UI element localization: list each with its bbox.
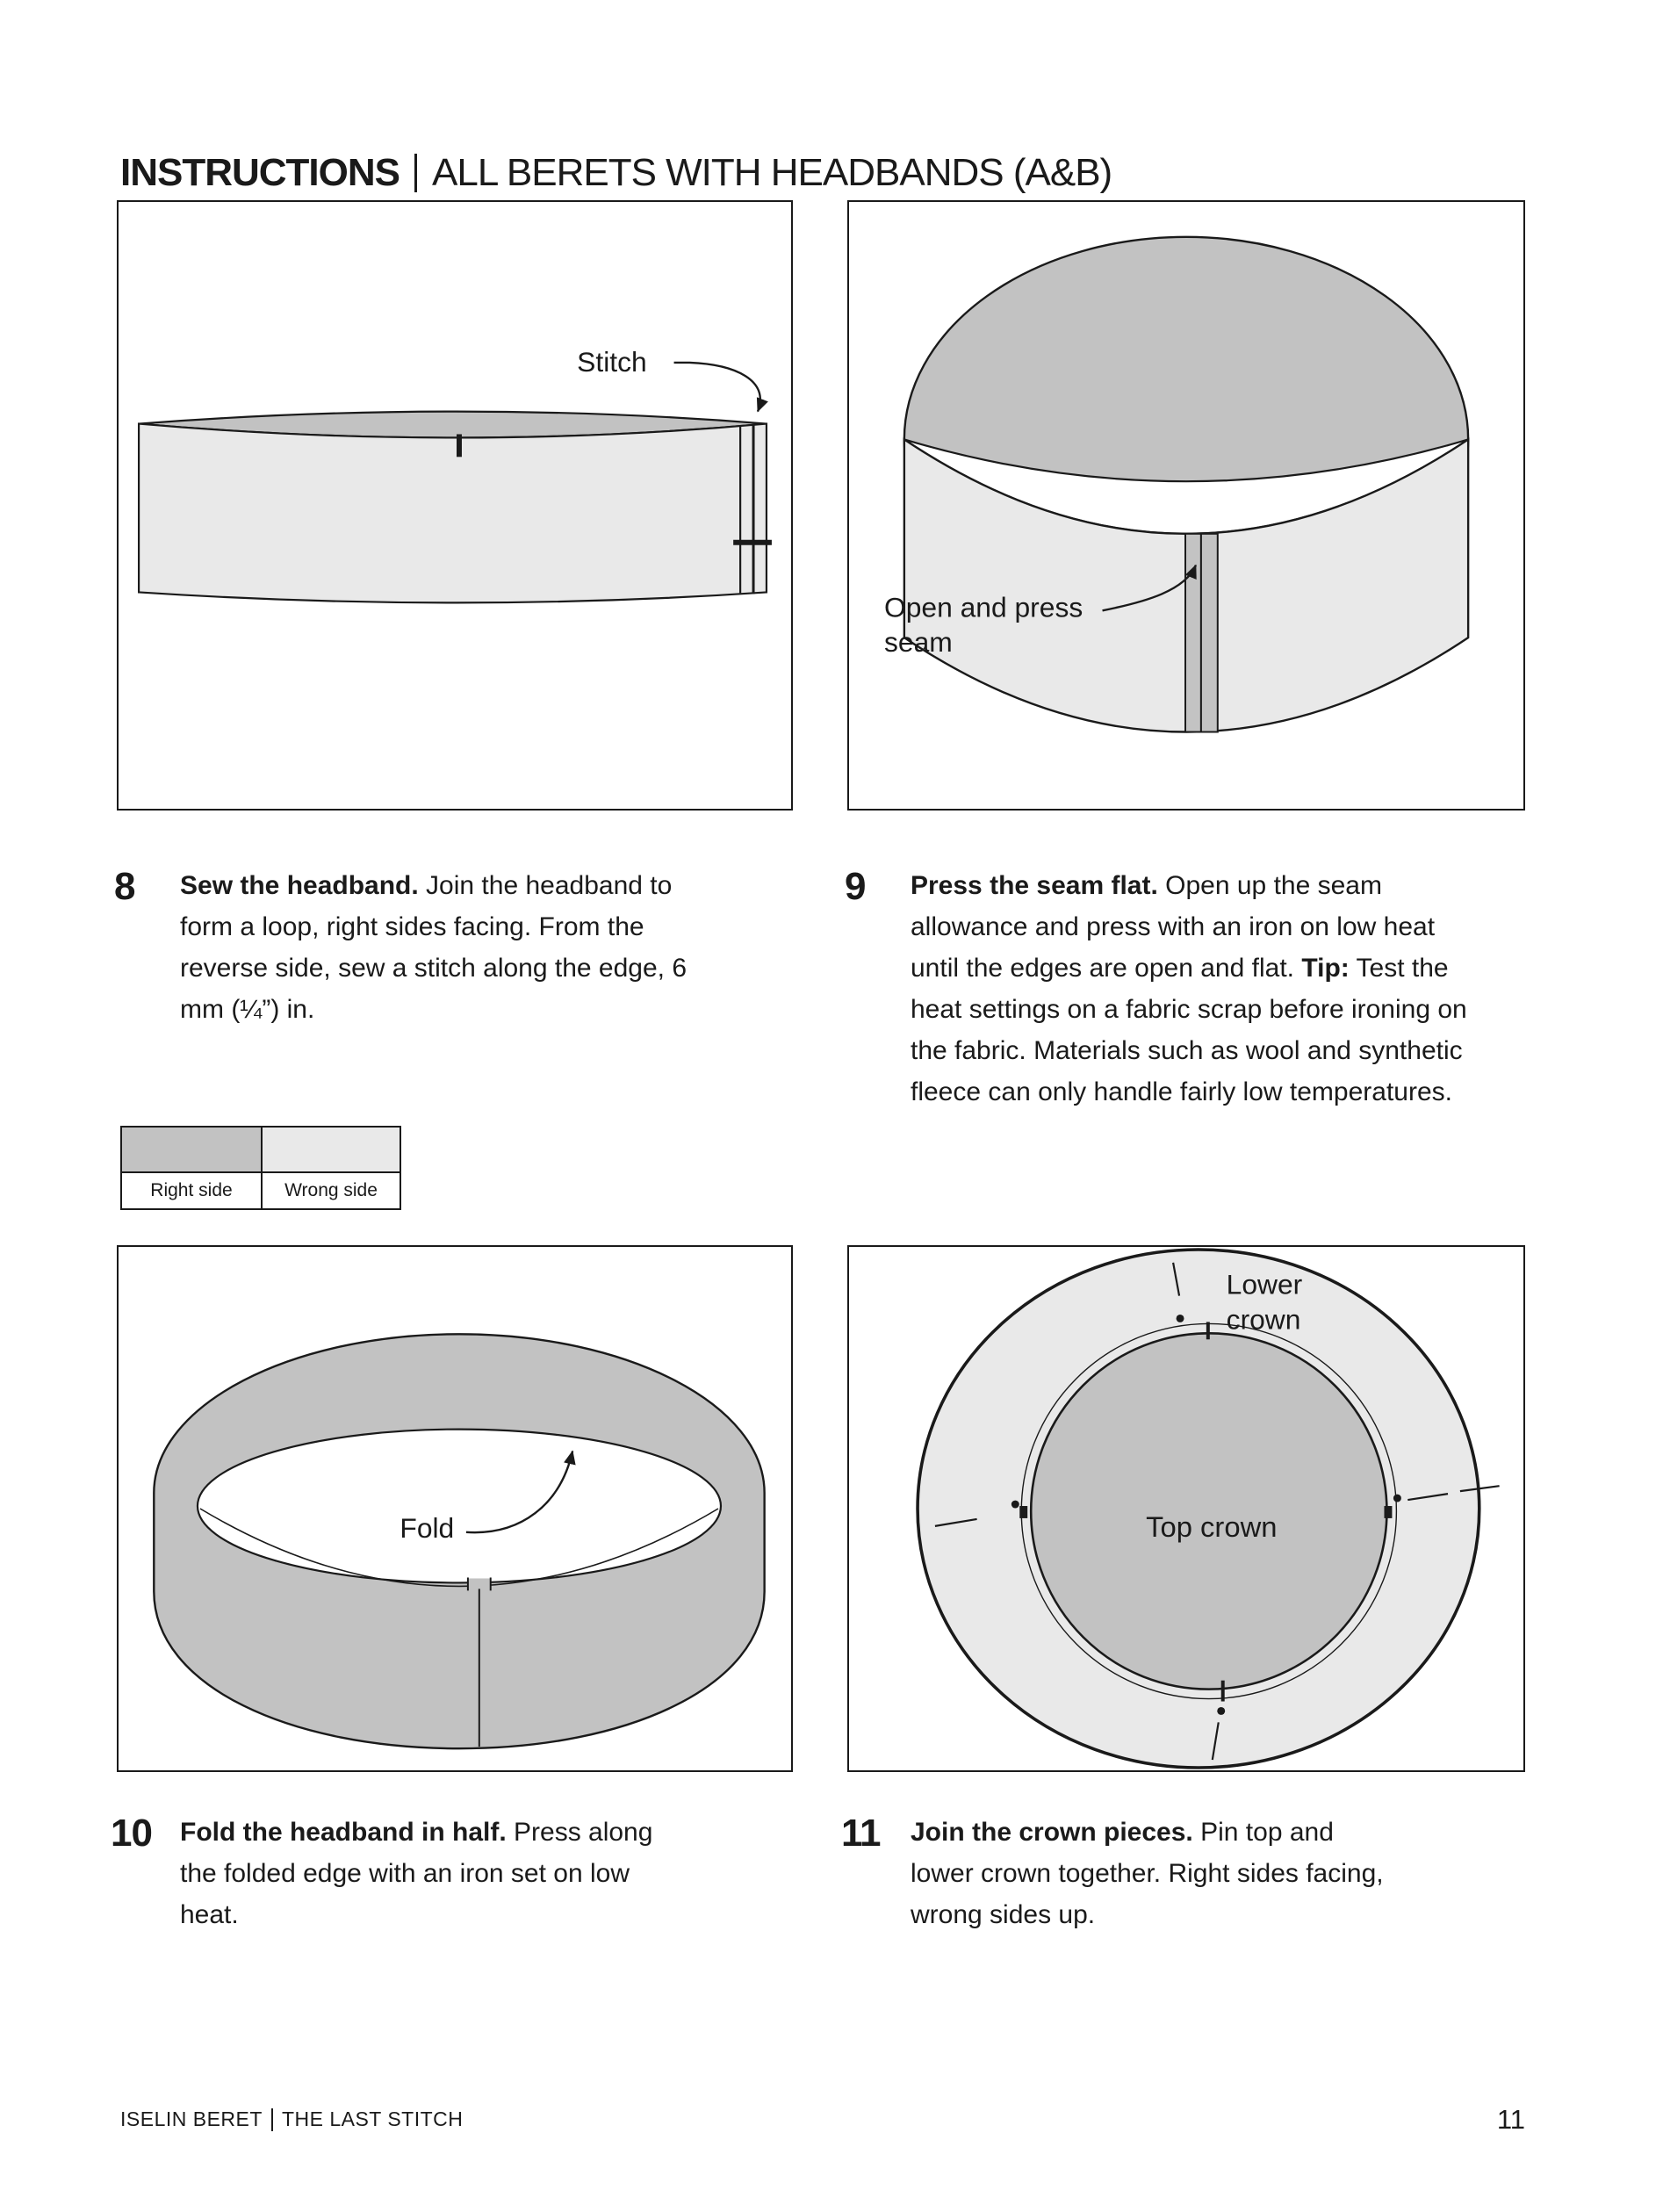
right-side-label: Right side (122, 1171, 261, 1208)
step-10-body: Press along the folded edge with an iron set on low heat. (180, 1818, 653, 1929)
press-seam-label-line1: Open and press (883, 591, 1083, 623)
step-number-10: 10 (111, 1812, 152, 1855)
join-crowns-diagram (849, 1247, 1523, 1770)
header-title: INSTRUCTIONS (120, 151, 400, 194)
figure-press-seam (847, 200, 1525, 811)
step-8-lead: Sew the headband. (180, 871, 419, 900)
figure-join-crowns (847, 1245, 1525, 1772)
step-9-tip-lead: Tip: (1301, 954, 1350, 983)
step-10-lead: Fold the headband in half. (180, 1818, 507, 1847)
lower-crown-label-line2: crown (1226, 1303, 1301, 1336)
fold-label: Fold (400, 1511, 455, 1544)
band-front-face (139, 424, 767, 603)
footer-publication: THE LAST STITCH (281, 2108, 464, 2130)
page-footer (120, 2108, 463, 2131)
folded-band-opening (198, 1430, 721, 1583)
sew-headband-diagram (119, 202, 791, 809)
step-text-9 (911, 865, 1486, 1113)
step-11-lead: Join the crown pieces. (911, 1818, 1193, 1847)
step-number-8: 8 (114, 865, 135, 908)
wrong-side-label: Wrong side (261, 1171, 400, 1208)
step-9-tip-body: Test the heat settings on a fabric scrap before ironing on the fabric. Materials such as wool and synthetic fleece can only handle fairly low temperatures. (911, 954, 1467, 1106)
page-number: 11 (1496, 2104, 1525, 2135)
step-11-body: Pin top and lower crown together. Right sides facing, wrong sides up. (911, 1818, 1384, 1929)
seam-allowance-right (1201, 534, 1218, 732)
figure-sew-headband (117, 200, 793, 811)
header-subtitle: ALL BERETS WITH HEADBANDS (A&B) (432, 151, 1112, 194)
stitch-label: Stitch (577, 345, 647, 378)
footer-separator-bar (271, 2108, 273, 2131)
top-crown-label: Top crown (1146, 1509, 1278, 1543)
wrong-side-swatch (261, 1128, 400, 1171)
step-text-8 (180, 865, 707, 1030)
fabric-side-legend (120, 1126, 401, 1210)
page-header (120, 151, 1112, 195)
step-9-lead: Press the seam flat. (911, 871, 1158, 900)
step-text-10 (180, 1812, 659, 1935)
step-number-11: 11 (841, 1812, 881, 1855)
seam-allowance-left (1185, 534, 1201, 732)
header-separator-bar (414, 154, 417, 192)
figure-fold-headband (117, 1245, 793, 1772)
fold-headband-diagram (119, 1247, 791, 1770)
footer-brand: ISELIN BERET (120, 2108, 263, 2130)
press-seam-diagram (849, 202, 1523, 809)
stitch-arrow (674, 363, 760, 412)
step-number-9: 9 (845, 865, 866, 908)
step-8-body: Join the headband to form a loop, right sides facing. From the reverse side, sew a stitch along the edge, 6 mm (¼”) in. (180, 871, 688, 1024)
lower-crown-label-line1: Lower (1226, 1268, 1303, 1301)
right-side-swatch (122, 1128, 261, 1171)
seam-notch (468, 1578, 491, 1589)
press-seam-label-line2: seam (883, 626, 953, 659)
step-9-body: Open up the seam allowance and press with an iron on low heat until the edges are open and flat. (911, 871, 1436, 983)
step-text-11 (911, 1812, 1402, 1935)
